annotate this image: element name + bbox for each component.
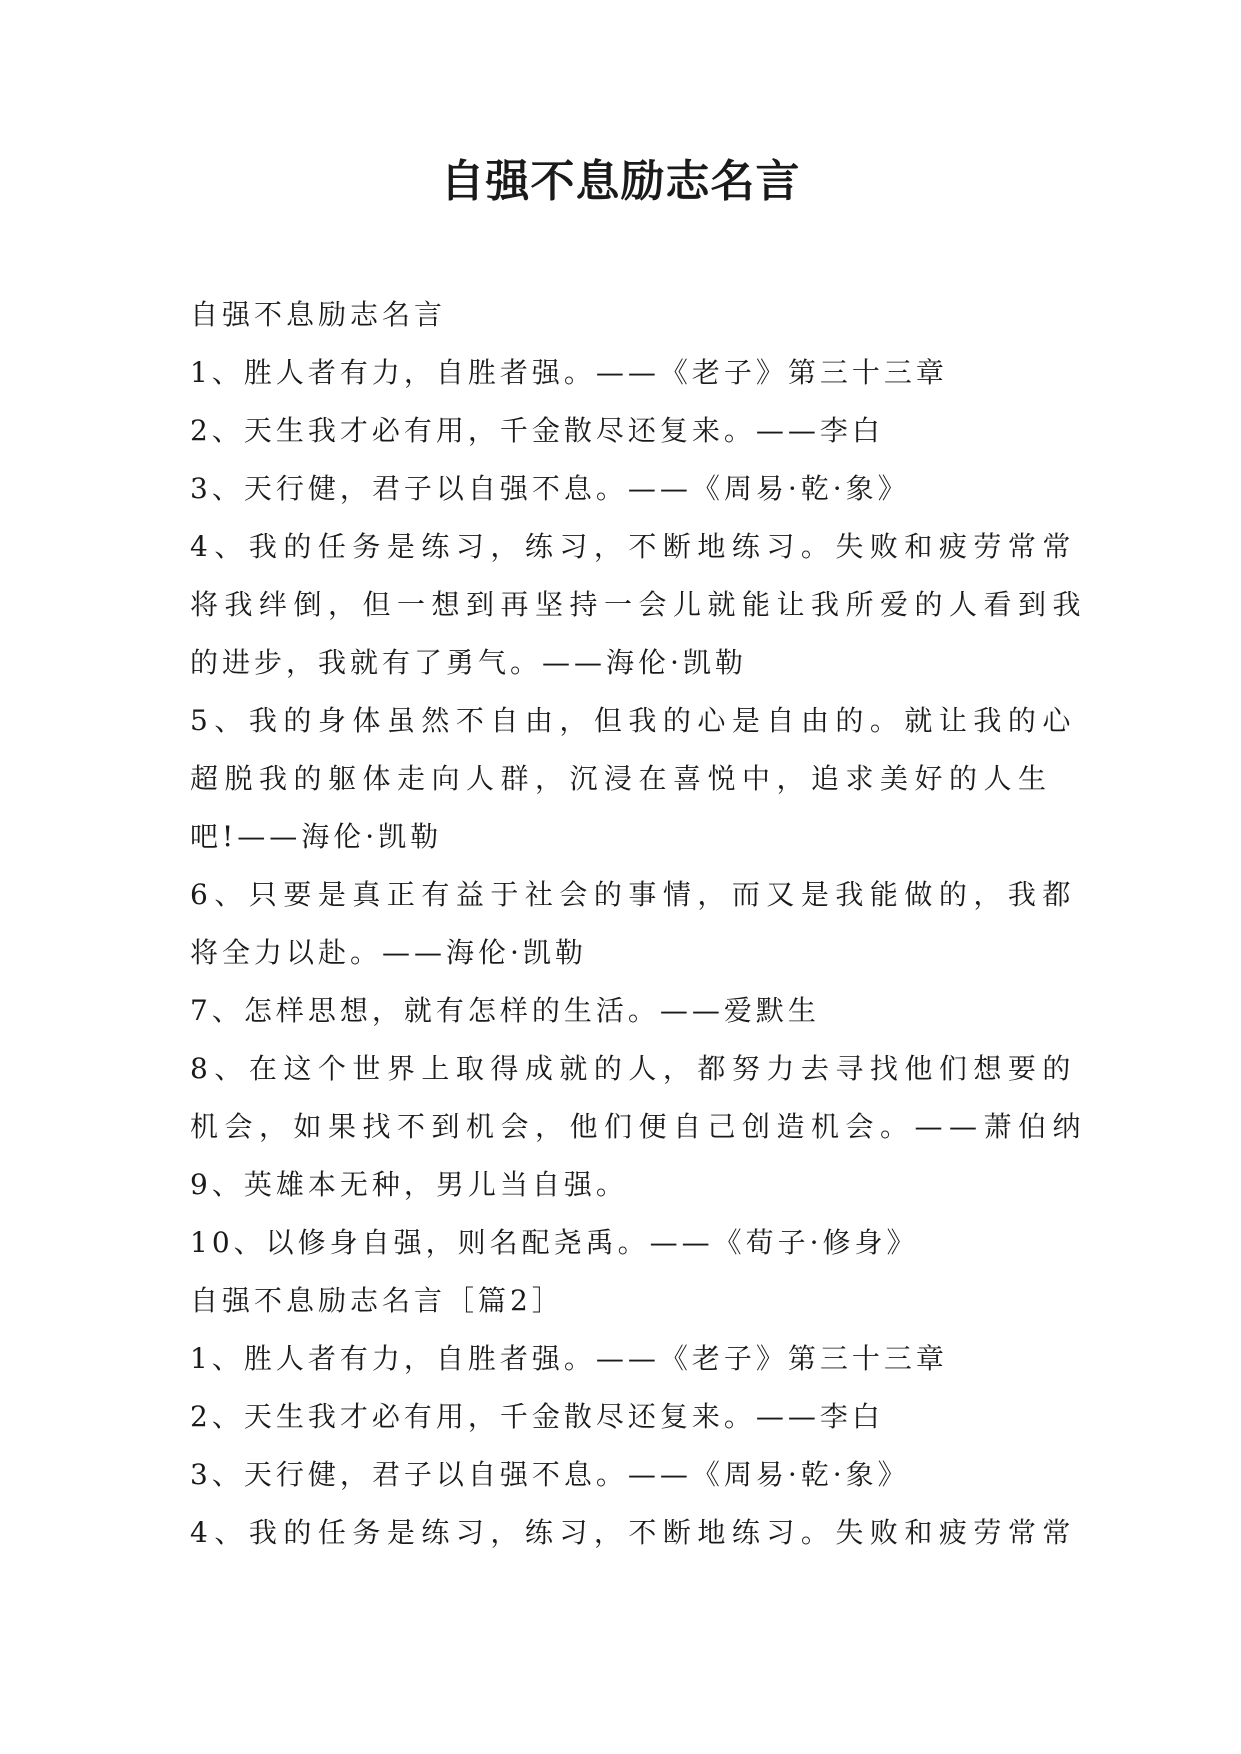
quote-line: 6、只要是真正有益于社会的事情，而又是我能做的，我都 [190, 878, 1077, 911]
quote-line: 9、英雄本无种，男儿当自强。 [190, 1168, 628, 1201]
quote-line: 2、天生我才必有用，千金散尽还复来。——李白 [190, 1400, 884, 1433]
quote-line: 4、我的任务是练习，练习，不断地练习。失败和疲劳常常 [190, 1516, 1077, 1549]
section-heading: 自强不息励志名言 [190, 298, 447, 331]
document-title: 自强不息励志名言 [440, 156, 801, 207]
quote-line: 1、胜人者有力，自胜者强。——《老子》第三十三章 [190, 1342, 948, 1375]
quote-line: 4、我的任务是练习，练习，不断地练习。失败和疲劳常常 [190, 530, 1077, 563]
quote-line: 1、胜人者有力，自胜者强。——《老子》第三十三章 [190, 356, 948, 389]
quote-line: 超脱我的躯体走向人群，沉浸在喜悦中，追求美好的人生 [190, 762, 1053, 795]
quote-line: 3、天行健，君子以自强不息。——《周易·乾·象》 [190, 1458, 910, 1491]
quote-line: 吧!——海伦·凯勒 [190, 820, 443, 853]
quote-line: 8、在这个世界上取得成就的人，都努力去寻找他们想要的 [190, 1052, 1077, 1085]
quote-line: 7、怎样思想，就有怎样的生活。——爱默生 [190, 994, 820, 1027]
document-body [190, 286, 1088, 1562]
quote-line: 5、我的身体虽然不自由，但我的心是自由的。就让我的心 [190, 704, 1077, 737]
quote-line: 2、天生我才必有用，千金散尽还复来。——李白 [190, 414, 884, 447]
quote-line: 3、天行健，君子以自强不息。——《周易·乾·象》 [190, 472, 910, 505]
quote-line: 10、以修身自强，则名配尧禹。——《荀子·修身》 [190, 1226, 919, 1259]
section-heading: 自强不息励志名言［篇2］ [190, 1284, 564, 1317]
quote-line: 机会，如果找不到机会，他们便自己创造机会。——萧伯纳 [190, 1110, 1088, 1143]
quote-line: 的进步，我就有了勇气。——海伦·凯勒 [190, 646, 747, 679]
quote-line: 将全力以赴。——海伦·凯勒 [190, 936, 587, 969]
quote-line: 将我绊倒，但一想到再坚持一会儿就能让我所爱的人看到我 [190, 588, 1088, 621]
